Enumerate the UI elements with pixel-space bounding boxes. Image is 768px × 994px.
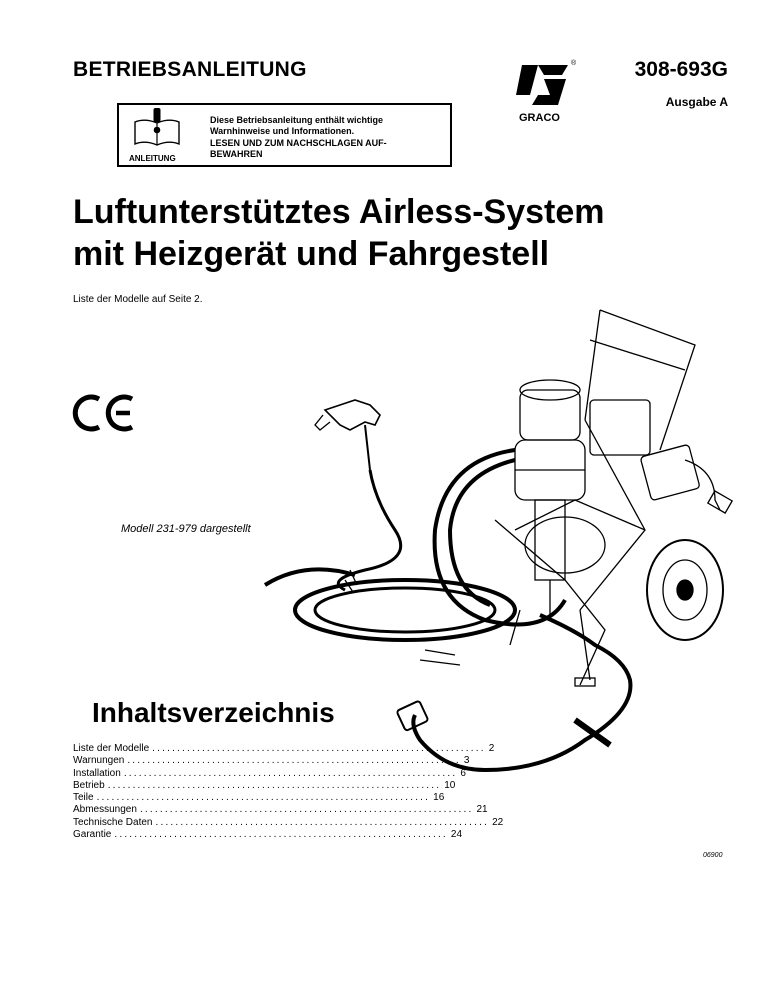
toc-entry[interactable]: Abmessungen ................................................................... 21 xyxy=(73,804,488,816)
toc-entry[interactable]: Installation ................................................................... 6 xyxy=(73,767,466,779)
toc-entry[interactable]: Warnungen ................................................................... 3 xyxy=(73,755,470,767)
toc-entry-page: 24 xyxy=(450,829,463,841)
toc-entry[interactable]: Garantie ................................................................... 24 xyxy=(73,829,463,841)
document-title xyxy=(73,191,605,275)
toc-entry[interactable]: Teile ................................................................... 16 xyxy=(73,792,445,804)
toc-entry[interactable]: Betrieb ................................................................... 10 xyxy=(73,779,456,791)
toc-heading: Inhaltsverzeichnis xyxy=(92,697,335,728)
toc-entry-page: 6 xyxy=(460,767,466,779)
warning-line: LESEN UND ZUM NACHSCHLAGEN AUF- xyxy=(210,137,387,148)
brand-name: GRACO xyxy=(519,112,560,124)
toc-entry-page: 10 xyxy=(444,779,456,791)
toc-entry-page: 21 xyxy=(476,804,488,816)
toc-entry-title: Liste der Modelle xyxy=(73,743,150,754)
warning-box xyxy=(117,103,452,167)
warning-icon-label: ANLEITUNG xyxy=(129,154,176,163)
registered-mark: ® xyxy=(571,60,577,67)
edition-label: Ausgabe A xyxy=(665,95,728,109)
warning-line: Warnhinweise und Informationen. xyxy=(210,126,355,137)
graco-logo xyxy=(516,55,580,125)
toc-entry-page: 16 xyxy=(433,792,445,804)
toc-entry-title: Technische Daten xyxy=(73,816,153,828)
figure-caption: Modell 231-979 dargestellt xyxy=(121,523,251,535)
ce-mark-icon xyxy=(72,393,138,433)
toc-entry[interactable]: Liste der Modelle ................................................................... 2 xyxy=(73,743,495,754)
toc-entry[interactable]: Technische Daten ................................................................... 22 xyxy=(73,816,504,828)
toc-entry-title: Garantie xyxy=(73,829,112,841)
document-number: 308-693G xyxy=(634,58,728,81)
toc-entry-title: Installation xyxy=(73,767,121,779)
title-line: Luftunterstütztes Airless-System xyxy=(73,193,605,231)
warning-line: BEWAHREN xyxy=(210,148,263,159)
models-note: Liste der Modelle auf Seite 2. xyxy=(73,294,203,305)
toc-entry-title: Warnungen xyxy=(73,755,125,767)
toc-entry-page: 22 xyxy=(492,816,504,828)
table-of-contents xyxy=(73,743,504,841)
toc-entry-title: Betrieb xyxy=(73,779,105,791)
toc-entry-title: Abmessungen xyxy=(73,804,137,816)
warning-text xyxy=(210,115,450,160)
toc-entry-page: 2 xyxy=(488,743,495,754)
toc-entry-title: Teile xyxy=(73,792,94,804)
toc-entry-page: 3 xyxy=(463,755,470,767)
figure-id: 06900 xyxy=(703,852,723,859)
title-line: mit Heizgerät und Fahrgestell xyxy=(73,235,550,273)
document-type: BETRIEBSANLEITUNG xyxy=(73,58,307,81)
manual-warning-icon xyxy=(127,108,187,148)
warning-line: Diese Betriebsanleitung enthält wichtige xyxy=(210,115,384,125)
